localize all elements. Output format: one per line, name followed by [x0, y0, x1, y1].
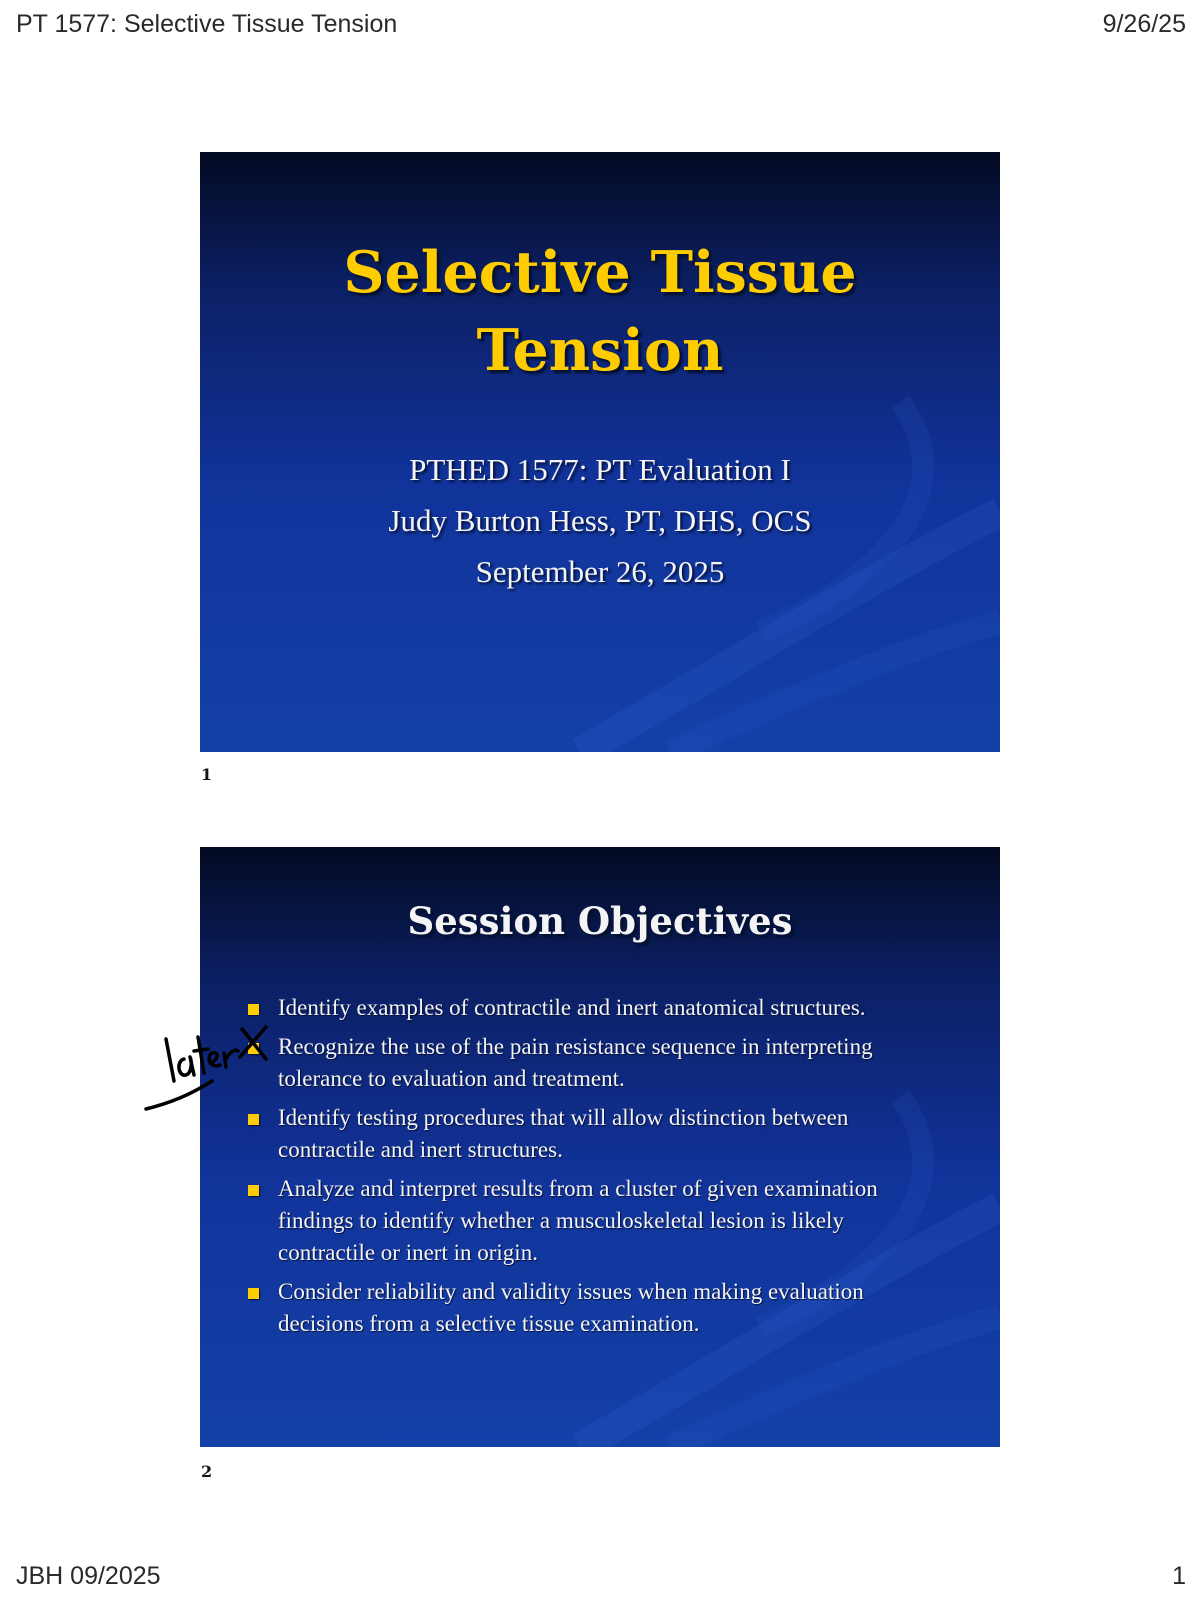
slide-1: [200, 152, 1000, 752]
handwritten-later-annotation: [140, 1015, 280, 1115]
page-footer-initials: JBH 09/2025: [16, 1562, 161, 1590]
page-number: 1: [1172, 1562, 1186, 1590]
page-header-title: PT 1577: Selective Tissue Tension: [16, 10, 398, 38]
slide-title: [200, 234, 1000, 390]
objectives-list: [246, 992, 946, 1347]
date-line: September 26, 2025: [475, 554, 725, 589]
slide-2: [200, 847, 1000, 1447]
list-item-text: Analyze and interpret results from a cluster of given examination findings to identify whether a musculoskeletal lesion is likely contractile or inert in origin.: [278, 1176, 878, 1265]
slide-title-line-1: Selective Tissue: [343, 239, 857, 306]
slide-title: Session Objectives: [407, 899, 793, 943]
slide-title-line-2: Tension: [476, 317, 724, 384]
square-bullet-icon: [248, 1114, 259, 1125]
page-header-date: 9/26/25: [1102, 10, 1186, 38]
list-item-text: Identify examples of contractile and inert anatomical structures.: [278, 995, 866, 1020]
list-item-text: Consider reliability and validity issues when making evaluation decisions from a selective tissue examination.: [278, 1279, 864, 1336]
author-line: Judy Burton Hess, PT, DHS, OCS: [388, 503, 812, 538]
list-item: [246, 1173, 946, 1269]
square-bullet-icon: [248, 1185, 259, 1196]
slide-number-1: 1: [201, 765, 213, 784]
list-item: [246, 1102, 946, 1166]
list-item-text: Recognize the use of the pain resistance sequence in interpreting tolerance to evaluation and treatment.: [278, 1034, 873, 1091]
square-bullet-icon: [248, 1288, 259, 1299]
square-bullet-icon: [248, 1004, 259, 1015]
course-line: PTHED 1577: PT Evaluation I: [409, 452, 791, 487]
list-item-text: Identify testing procedures that will allow distinction between contractile and inert structures.: [278, 1105, 849, 1162]
list-item: [246, 1276, 946, 1340]
list-item: [246, 992, 946, 1024]
slide-number-2: 2: [201, 1462, 213, 1481]
list-item: [246, 1031, 946, 1095]
